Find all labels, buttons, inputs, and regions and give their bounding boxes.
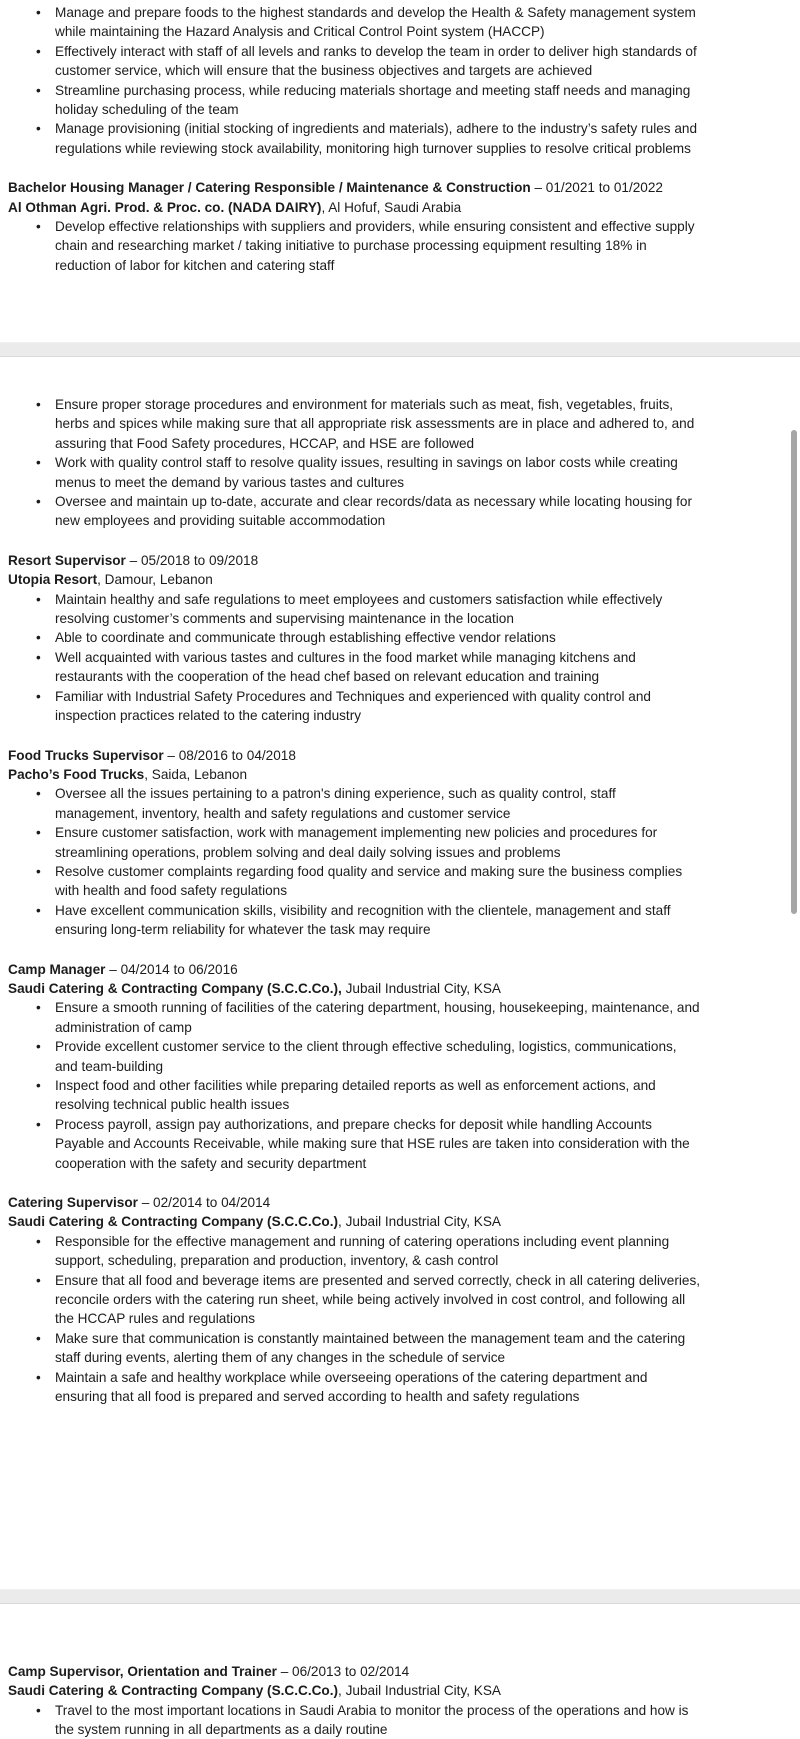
bullet-list (8, 217, 702, 275)
bullet-item: • Streamline purchasing process, while reducing materials shortage and meeting staff needs and managing holiday scheduling of the team (33, 81, 702, 120)
bullet-item: • Ensure that all food and beverage items are presented and served correctly, check in all catering deliveries, reconcile orders with the catering run sheet, while being actively involved in cost control, and following all the HCCAP rules and regulations (33, 1271, 702, 1329)
job-title: Bachelor Housing Manager / Catering Responsible / Maintenance & Construction (8, 180, 531, 196)
page-separator (0, 1589, 800, 1604)
bullet-list (8, 590, 702, 726)
bullet-list (8, 3, 702, 158)
job-title-line (8, 1193, 702, 1212)
job-entry-header (8, 1193, 702, 1232)
job-title: Catering Supervisor (8, 1195, 138, 1211)
bullet-item: • Process payroll, assign pay authorizations, and prepare checks for deposit while handling Accounts Payable and Accounts Receivable, while making sure that HSE rules are taken into consideration with the cooperation with the safety and security department (33, 1115, 702, 1173)
job-title-line (8, 178, 702, 197)
job-title-line (8, 551, 702, 570)
page-separator (0, 342, 800, 357)
bullet-item: • Oversee all the issues pertaining to a patron's dining experience, such as quality control, staff management, inventory, health and safety regulations and customer service (33, 784, 702, 823)
bullet-list (8, 784, 702, 939)
company-line (8, 765, 702, 784)
company-location: Jubail Industrial City, KSA (341, 980, 501, 996)
bullet-item: • Effectively interact with staff of all levels and ranks to develop the team in order to deliver high standards of customer service, which will ensure that the business objectives and targets are achieved (33, 42, 702, 81)
job-entry-header (8, 746, 702, 785)
company-name: Pacho’s Food Trucks (8, 766, 145, 782)
job-dates: – 08/2016 to 04/2018 (163, 747, 296, 763)
company-line (8, 979, 702, 998)
company-line (8, 198, 702, 217)
company-location: , Al Hofuf, Saudi Arabia (321, 199, 462, 215)
bullet-item: • Ensure proper storage procedures and environment for materials such as meat, fish, vegetables, fruits, herbs and spices while making sure that all appropriate risk assessments are in place and adhered to, and assuring that Food Safety procedures, HCCAP, and HSE are followed (33, 395, 702, 453)
job-entry-header (8, 1662, 702, 1701)
job-entry-header (8, 551, 702, 590)
company-line (8, 1212, 702, 1231)
job-dates: – 06/2013 to 02/2014 (276, 1664, 410, 1679)
job-dates: – 04/2014 to 06/2016 (105, 961, 238, 977)
bullet-item: • Manage provisioning (initial stocking of ingredients and materials), adhere to the industry’s safety rules and regulations while reviewing stock availability, monitoring high turnover supplies to resolve critical problems (33, 119, 702, 158)
job-entry-header (8, 178, 702, 217)
bullet-list (8, 1232, 702, 1407)
company-name: Saudi Catering & Contracting Company (S.C.C.Co.) (8, 1683, 339, 1699)
bullet-item: • Ensure customer satisfaction, work with management implementing new policies and procedures for streamlining operations, problem solving and deal daily solving issues and problems (33, 823, 702, 862)
company-name: Saudi Catering & Contracting Company (S.C.C.Co.), (8, 980, 342, 996)
bullet-item: • Maintain healthy and safe regulations to meet employees and customers satisfaction while effectively resolving customer’s comments and supervising maintenance in the location (33, 590, 702, 629)
bullet-item: • Responsible for the effective management and running of catering operations including event planning support, scheduling, preparation and production, inventory, & cash control (33, 1232, 702, 1271)
job-dates: – 01/2021 to 01/2022 (530, 180, 663, 196)
company-line (8, 1681, 702, 1700)
bullet-item: • Resolve customer complaints regarding food quality and service and making sure the business complies with health and food safety regulations (33, 862, 702, 901)
bullet-item: • Manage and prepare foods to the highest standards and develop the Health & Safety management system while maintaining the Hazard Analysis and Critical Control Point system (HACCP) (33, 3, 702, 42)
scrollbar-thumb[interactable] (791, 430, 797, 914)
bullet-item: • Provide excellent customer service to the client through effective scheduling, logistics, communications, and team-building (33, 1037, 702, 1076)
job-title: Camp Supervisor, Orientation and Trainer (8, 1664, 277, 1679)
job-title-line (8, 746, 702, 765)
company-name: Saudi Catering & Contracting Company (S.C.C.Co.) (8, 1214, 339, 1230)
company-location: , Saida, Lebanon (144, 766, 248, 782)
bullet-list (8, 998, 702, 1173)
job-title-line (8, 960, 702, 979)
document-page (0, 357, 800, 1589)
company-location: , Jubail Industrial City, KSA (338, 1683, 501, 1699)
company-line (8, 570, 702, 589)
bullet-item: • Develop effective relationships with suppliers and providers, while ensuring consistent and effective supply chain and researching market / taking initiative to purchase processing equipment resulting 18% in reduction of labor for kitchen and catering staff (33, 217, 702, 275)
company-name: Al Othman Agri. Prod. & Proc. co. (NADA DAIRY) (8, 199, 322, 215)
bullet-item: • Inspect food and other facilities while preparing detailed reports as well as enforcement actions, and resolving technical public health issues (33, 1076, 702, 1115)
bullet-item: • Ensure a smooth running of facilities of the catering department, housing, housekeeping, maintenance, and administration of camp (33, 998, 702, 1037)
bullet-item: • Oversee and maintain up to-date, accurate and clear records/data as necessary while locating housing for new employees and providing suitable accommodation (33, 492, 702, 531)
job-title: Food Trucks Supervisor (8, 747, 164, 763)
job-dates: – 05/2018 to 09/2018 (125, 552, 259, 568)
document-page (0, 0, 800, 342)
company-location: , Damour, Lebanon (97, 572, 213, 588)
bullet-item: • Work with quality control staff to resolve quality issues, resulting in savings on labor costs while creating menus to meet the demand by various tastes and cultures (33, 453, 702, 492)
bullet-item: • Able to coordinate and communicate through establishing effective vendor relations (33, 628, 702, 647)
bullet-item: • Familiar with Industrial Safety Procedures and Techniques and experienced with quality control and inspection practices related to the catering industry (33, 687, 702, 726)
job-title: Resort Supervisor (8, 552, 126, 568)
bullet-list (8, 1701, 702, 1739)
job-entry-header (8, 960, 702, 999)
job-dates: – 02/2014 to 04/2014 (137, 1195, 271, 1211)
bullet-list (8, 395, 702, 531)
document-page (0, 1604, 800, 1739)
job-title: Camp Manager (8, 961, 106, 977)
bullet-item: • Travel to the most important locations in Saudi Arabia to monitor the process of the operations and how is the system running in all departments as a daily routine (33, 1701, 702, 1739)
job-title-line (8, 1662, 702, 1681)
bullet-item: • Maintain a safe and healthy workplace while overseeing operations of the catering department and ensuring that all food is prepared and served according to health and safety regulations (33, 1368, 702, 1407)
company-name: Utopia Resort (8, 572, 98, 588)
company-location: , Jubail Industrial City, KSA (338, 1214, 501, 1230)
bullet-item: • Make sure that communication is constantly maintained between the management team and the catering staff during events, alerting them of any changes in the schedule of service (33, 1329, 702, 1368)
bullet-item: • Well acquainted with various tastes and cultures in the food market while managing kitchens and restaurants with the cooperation of the head chef based on relevant education and training (33, 648, 702, 687)
bullet-item: • Have excellent communication skills, visibility and recognition with the clientele, management and staff ensuring long-term reliability for whatever the task may require (33, 901, 702, 940)
